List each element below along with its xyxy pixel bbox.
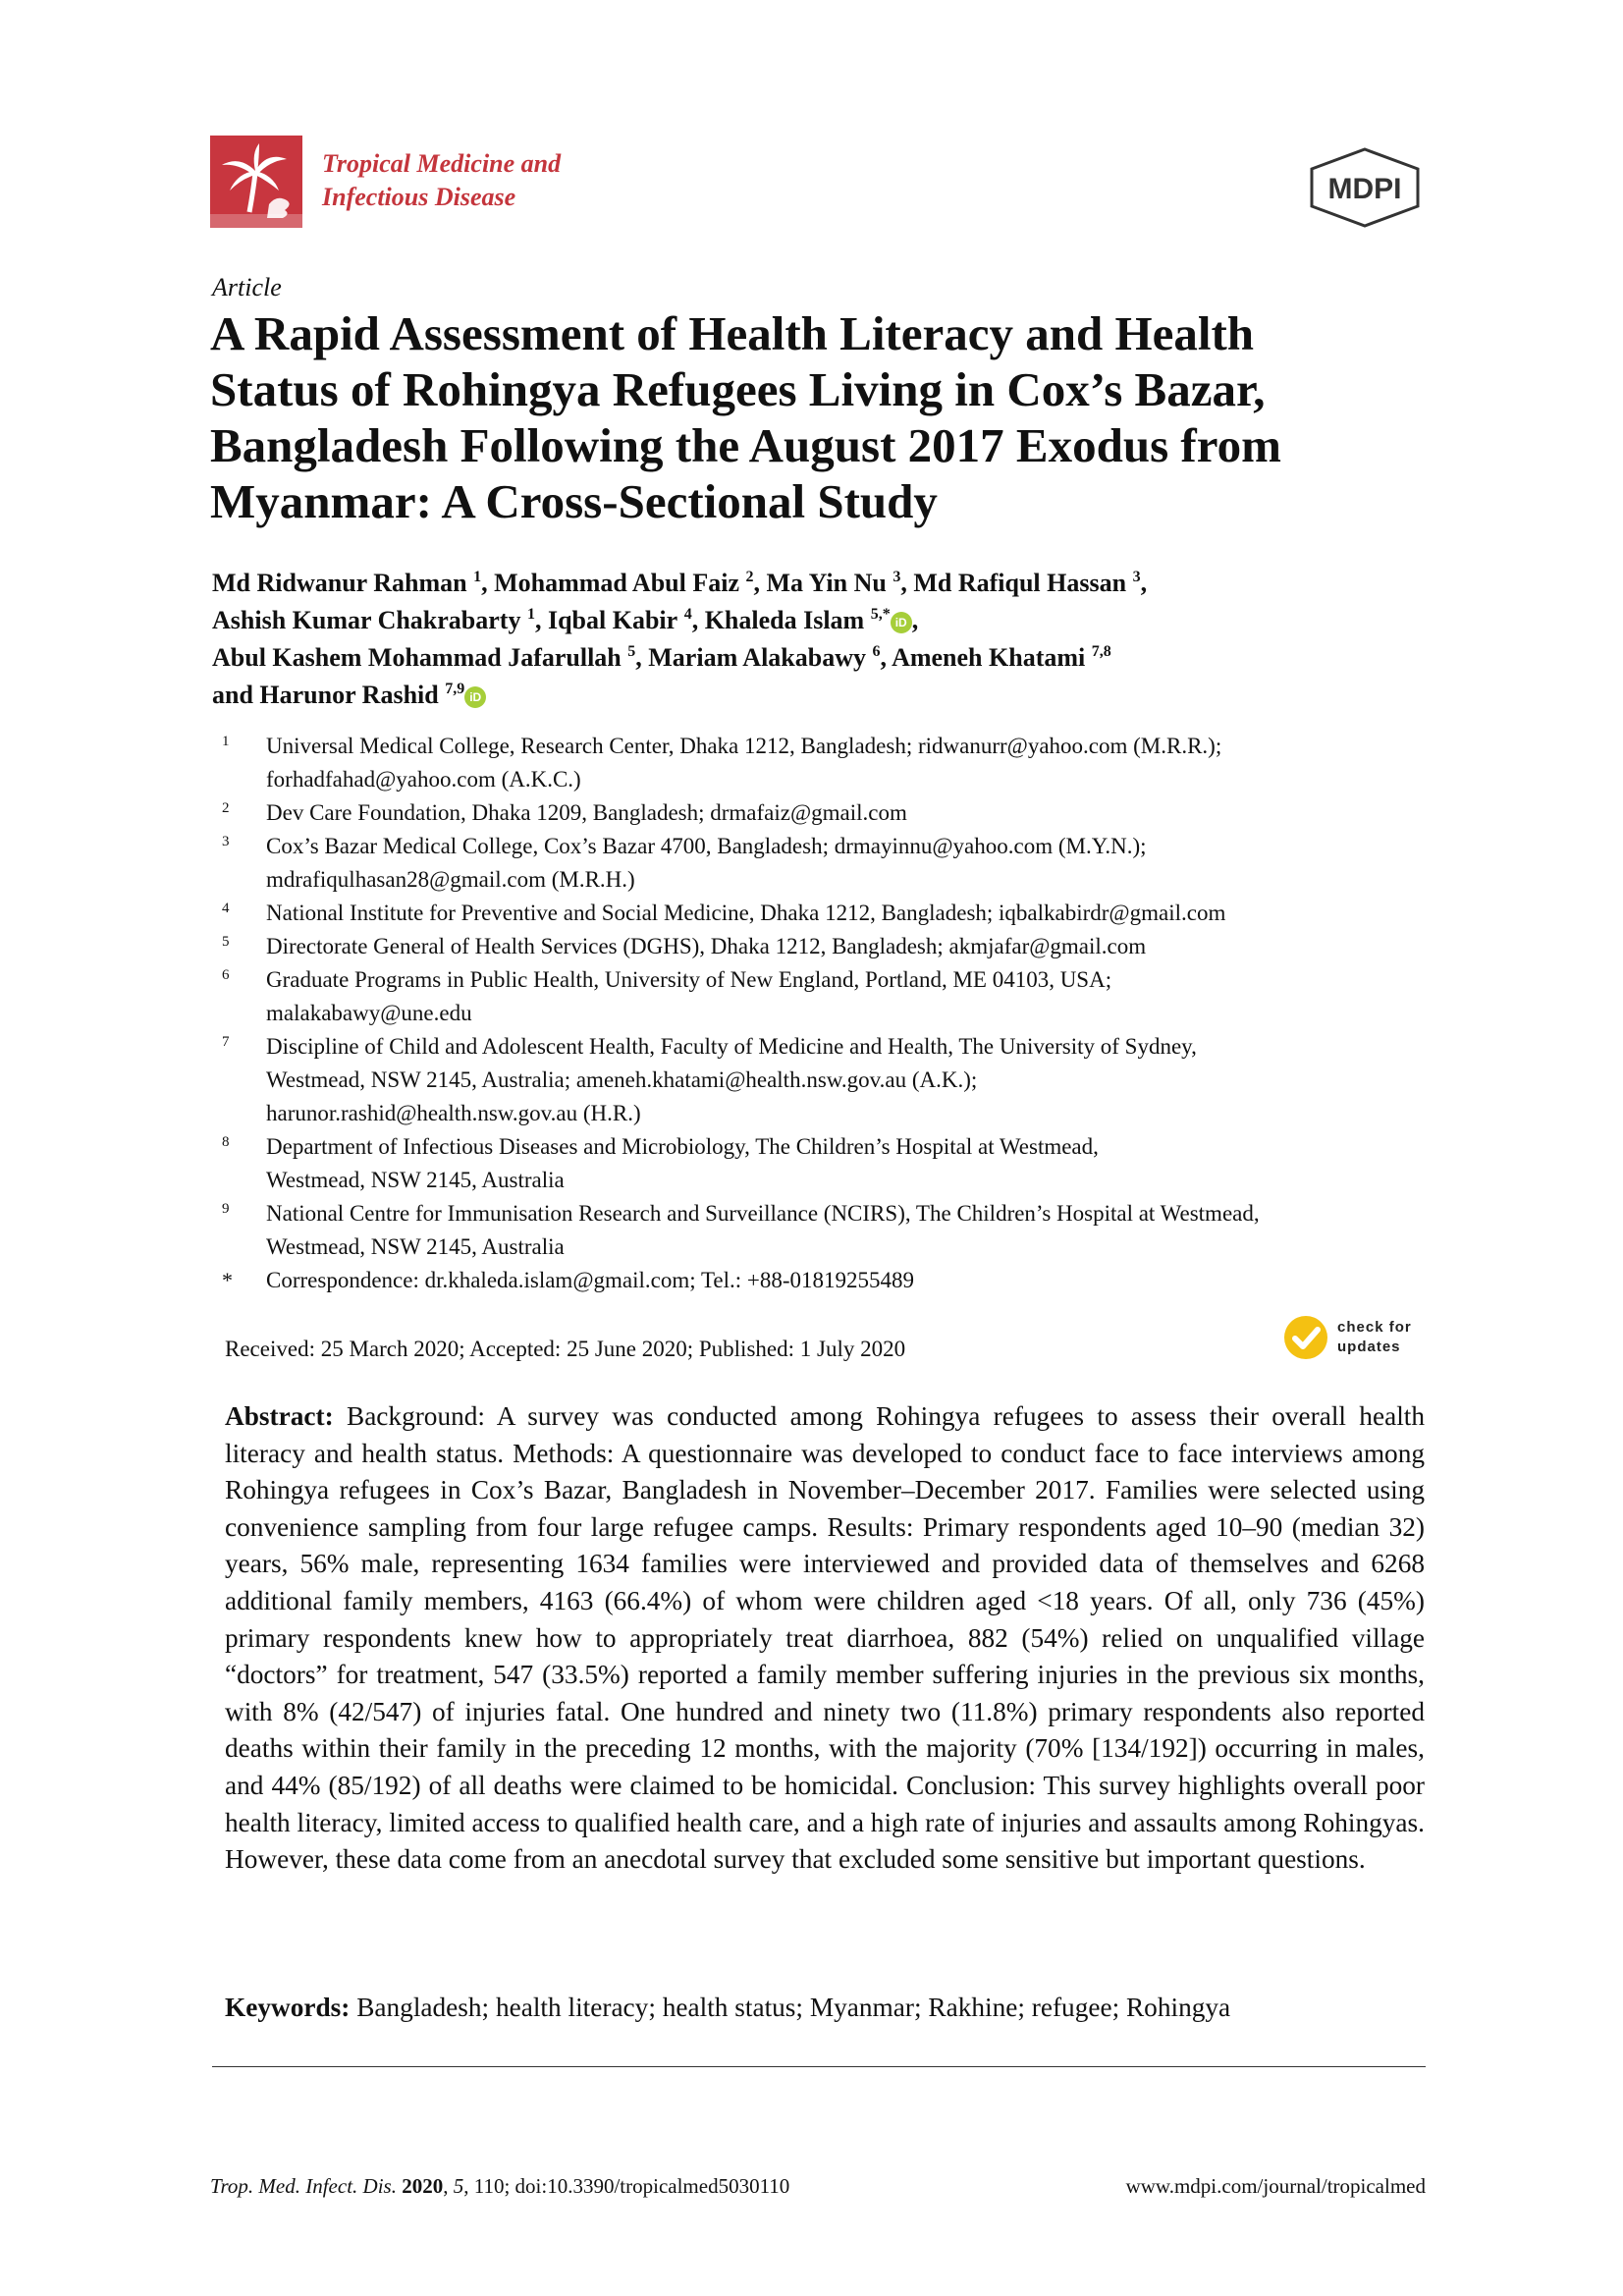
mdpi-logo-icon	[1306, 147, 1424, 228]
affiliation-item	[222, 897, 1439, 930]
author-name: Iqbal Kabir	[547, 606, 678, 634]
publisher-logo	[1306, 147, 1424, 228]
affiliations	[222, 730, 1439, 1297]
author-affiliation-ref: 3	[1132, 569, 1141, 585]
affiliation-line: National Institute for Preventive and Social Medicine, Dhaka 1212, Bangladesh; iqbalkabirdr@gmail.com	[266, 901, 1226, 925]
keywords-text: Bangladesh; health literacy; health status; Myanmar; Rakhine; refugee; Rohingya	[356, 1993, 1231, 2022]
affiliation-number: 2	[222, 800, 230, 816]
affiliation-number: 8	[222, 1134, 230, 1150]
author-affiliation-ref: 7,8	[1091, 643, 1111, 660]
journal-name-line1: Tropical Medicine and	[322, 149, 562, 178]
correspondence-marker: *	[222, 1268, 233, 1292]
affiliation-line: Directorate General of Health Services (DGHS), Dhaka 1212, Bangladesh; akmjafar@gmail.com	[266, 934, 1147, 958]
article-title	[210, 305, 1428, 529]
title-line: A Rapid Assessment of Health Literacy and Health	[210, 306, 1255, 360]
affiliation-number: 6	[222, 967, 230, 983]
author-affiliation-ref: 4	[683, 606, 692, 623]
affiliation-number: 9	[222, 1201, 230, 1217]
title-line: Bangladesh Following the August 2017 Exodus from	[210, 418, 1281, 472]
check-for-updates-label: check for updates	[1337, 1319, 1412, 1355]
author-affiliation-ref: 6	[872, 643, 881, 660]
divider	[212, 2066, 1426, 2067]
check-mark-icon	[1284, 1316, 1327, 1359]
title-line: Status of Rohingya Refugees Living in Cox’s Bazar,	[210, 362, 1266, 416]
affiliation-number: 7	[222, 1034, 230, 1050]
author-name: Ameneh Khatami	[892, 643, 1086, 672]
author-line: Abul Kashem Mohammad Jafarullah $^5$, Mariam Alakabawy $^6$, Ameneh Khatami $^{7,8}$	[212, 643, 1111, 672]
author-line	[212, 677, 1430, 714]
citation-year: 2020	[402, 2174, 444, 2198]
author-affiliation-ref: 3	[893, 569, 901, 585]
affiliation-line: malakabawy@une.edu	[266, 1001, 472, 1025]
affiliation-item	[222, 1130, 1439, 1197]
author-name: Ashish Kumar Chakrabarty	[212, 606, 521, 634]
affiliation-item	[222, 1197, 1439, 1264]
affiliation-line: mdrafiqulhasan28@gmail.com (M.R.H.)	[266, 867, 635, 892]
check-for-updates-badge[interactable]	[1284, 1316, 1432, 1361]
citation-volume: 5	[453, 2174, 464, 2198]
affiliation-line: Graduate Programs in Public Health, University of New England, Portland, ME 04103, USA;	[266, 967, 1112, 992]
keywords-label: Keywords:	[225, 1993, 351, 2022]
publication-dates: Received: 25 March 2020; Accepted: 25 June 2020; Published: 1 July 2020	[225, 1337, 906, 1361]
author-affiliation-ref: 1	[526, 606, 535, 623]
affiliation-line: Cox’s Bazar Medical College, Cox’s Bazar 4700, Bangladesh; drmayinnu@yahoo.com (M.Y.N.);	[266, 834, 1147, 858]
affiliation-item	[222, 1030, 1439, 1130]
orcid-icon[interactable]: iD	[891, 612, 912, 633]
journal-abbrev: Trop. Med. Infect. Dis.	[210, 2174, 397, 2198]
affiliation-line: harunor.rashid@health.nsw.gov.au (H.R.)	[266, 1101, 641, 1125]
affiliation-line: National Centre for Immunisation Research and Surveillance (NCIRS), The Children’s Hospital at Westmead,	[266, 1201, 1260, 1226]
abstract-label: Abstract:	[225, 1401, 334, 1431]
affiliation-line: Universal Medical College, Research Center, Dhaka 1212, Bangladesh; ridwanurr@yahoo.com (M.R.R.);	[266, 734, 1222, 758]
author-name: Abul Kashem Mohammad Jafarullah	[212, 643, 622, 672]
affiliation-number: 5	[222, 934, 230, 950]
affiliation-item	[222, 930, 1439, 963]
correspondence-line: Correspondence: dr.khaleda.islam@gmail.com; Tel.: +88-01819255489	[266, 1268, 915, 1292]
affiliation-item	[222, 963, 1439, 1030]
affiliation-line: forhadfahad@yahoo.com (A.K.C.)	[266, 767, 581, 792]
author-name: Mohammad Abul Faiz	[494, 569, 740, 597]
journal-name	[322, 147, 734, 214]
author-name: Khaleda Islam	[704, 606, 865, 634]
orcid-icon[interactable]: iD	[464, 686, 486, 708]
affiliation-line: Discipline of Child and Adolescent Health, Faculty of Medicine and Health, The University of Sydney,	[266, 1034, 1197, 1059]
author-line: Md Ridwanur Rahman $^1$, Mohammad Abul Faiz $^2$, Ma Yin Nu $^3$, Md Rafiqul Hassan $^3$,	[212, 569, 1148, 597]
affiliation-line: Westmead, NSW 2145, Australia; ameneh.khatami@health.nsw.gov.au (A.K.);	[266, 1067, 978, 1092]
article-type: Article	[212, 273, 282, 301]
journal-logo	[210, 136, 302, 228]
journal-url[interactable]: www.mdpi.com/journal/tropicalmed	[1125, 2174, 1426, 2198]
author-affiliation-ref: 5,*	[870, 606, 891, 623]
correspondence-item	[222, 1264, 1439, 1297]
keywords	[225, 1989, 1425, 2026]
author-name: Mariam Alakabawy	[648, 643, 866, 672]
affiliation-item	[222, 730, 1439, 796]
affiliation-line: Westmead, NSW 2145, Australia	[266, 1234, 565, 1259]
author-affiliation-ref: 1	[473, 569, 482, 585]
author-line: Ashish Kumar Chakrabarty $^1$, Iqbal Kabir $^4$, Khaleda Islam $^{5,*}$ iD ,	[212, 606, 919, 634]
affiliation-line: Department of Infectious Diseases and Microbiology, The Children’s Hospital at Westmead,	[266, 1134, 1099, 1159]
abstract	[225, 1398, 1425, 1879]
citation-doi: , 110; doi:10.3390/tropicalmed5030110	[463, 2174, 790, 2198]
affiliation-number: 1	[222, 734, 230, 749]
abstract-text: Background: A survey was conducted among Rohingya refugees to assess their overall health literacy and health status. Methods: A questionnaire was developed to conduct face to face interviews among Rohingya refugees in Cox’s Bazar, Bangladesh in November–December 2017. Families were selected using convenience sampling from four large refugee camps. Results: Primary respondents aged 10–90 (median 32) years, 56% male, representing 1634 families were interviewed and provided data of themselves and 6268 additional family members, 4163 (66.4%) of whom were children aged <18 years. Of all, only 736 (45%) primary respondents knew how to appropriately treat diarrhoea, 882 (54%) relied on unqualified village “doctors” for treatment, 547 (33.5%) reported a family member suffering injuries in the previous six months, with 8% (42/547) of injuries fatal. One hundred and ninety two (11.8%) primary respondents also reported deaths within their family in the preceding 12 months, with the majority (70% [134/192]) occurring in males, and 44% (85/192) of all deaths were claimed to be homicidal. Conclusion: This survey highlights overall poor health literacy, limited access to qualified health care, and a high rate of injuries and assaults among Rohingyas. However, these data come from an anecdotal survey that excluded some sensitive but important questions.	[225, 1401, 1426, 1875]
affiliation-line: Westmead, NSW 2145, Australia	[266, 1168, 565, 1192]
author-list	[212, 565, 1430, 714]
title-line: Myanmar: A Cross-Sectional Study	[210, 474, 938, 528]
author-affiliation-ref: 2	[745, 569, 754, 585]
publisher-name: MDPI	[1327, 173, 1402, 205]
author-name: Md Ridwanur Rahman	[212, 569, 467, 597]
author-affiliation-ref: 7,9	[445, 681, 465, 697]
author-name: Ma Yin Nu	[766, 569, 887, 597]
affiliation-number: 4	[222, 901, 230, 916]
author-affiliation-ref: 5	[627, 643, 636, 660]
affiliation-item	[222, 830, 1439, 897]
affiliation-number: 3	[222, 834, 230, 849]
journal-name-line2: Infectious Disease	[322, 183, 516, 211]
author-name: Md Rafiqul Hassan	[913, 569, 1127, 597]
affiliation-item	[222, 796, 1439, 830]
palm-tree-icon	[210, 136, 302, 228]
affiliation-line: Dev Care Foundation, Dhaka 1209, Bangladesh; drmafaiz@gmail.com	[266, 800, 907, 825]
author-name: and Harunor Rashid	[212, 681, 439, 709]
footer-citation: Trop. Med. Infect. Dis. 2020, 5, 110; doi:10.3390/tropicalmed5030110	[210, 2174, 790, 2198]
